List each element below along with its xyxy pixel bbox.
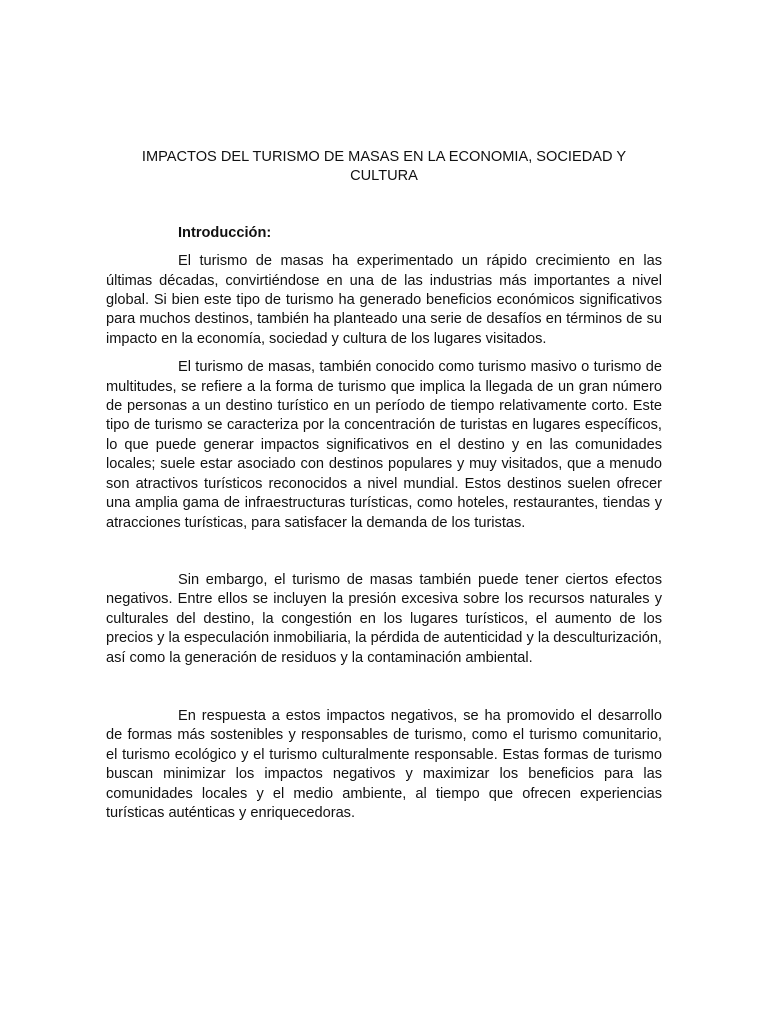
document-title: IMPACTOS DEL TURISMO DE MASAS EN LA ECONOMIA, SOCIEDAD Y CULTURA xyxy=(141,149,627,185)
paragraph-3: Sin embargo, el turismo de masas también puede tener ciertos efectos negativos. Entre ellos se incluyen la presión excesiva sobre los recursos naturales y culturales del destino, la congestión en los lugares turísticos, el aumento de los precios y la especulación inmobiliaria, la pérdida de autenticidad y la desculturización, así como la generación de residuos y la contaminación ambiental. xyxy=(106,571,662,666)
document-page xyxy=(106,148,662,823)
section-heading: Introducción: xyxy=(178,224,272,241)
paragraph-2: El turismo de masas, también conocido como turismo masivo o turismo de multitudes, se refiere a la forma de turismo que implica la llegada de un gran número de personas a un destino turístico en un período de tiempo relativamente corto. Este tipo de turismo se caracteriza por la concentración de turistas en lugares específicos, lo que puede generar impactos significativos en el destino y en las comunidades locales; suele estar asociado con destinos populares y muy visitados, que a menudo son atractivos turísticos reconocidos a nivel mundial. Estos destinos suelen ofrecer una amplia gama de infraestructuras turísticas, como hoteles, restaurantes, tiendas y atracciones turísticas, para satisfacer la demanda de los turistas. xyxy=(106,359,662,531)
paragraph-1: El turismo de masas ha experimentado un rápido crecimiento en las últimas décadas, convirtiéndose en una de las industrias más importantes a nivel global. Si bien este tipo de turismo ha generado beneficios económicos significativos para muchos destinos, también ha planteado una serie de desafíos en términos de su impacto en la economía, sociedad y cultura de los lugares visitados. xyxy=(106,253,662,347)
paragraph-4: En respuesta a estos impactos negativos, se ha promovido el desarrollo de formas más sostenibles y responsables de turismo, como el turismo comunitario, el turismo ecológico y el turismo culturalmente responsable. Estas formas de turismo buscan minimizar los impactos negativos y maximizar los beneficios para las comunidades locales y el medio ambiente, al tiempo que ofrecen experiencias turísticas auténticas y enriquecedoras. xyxy=(106,707,662,821)
